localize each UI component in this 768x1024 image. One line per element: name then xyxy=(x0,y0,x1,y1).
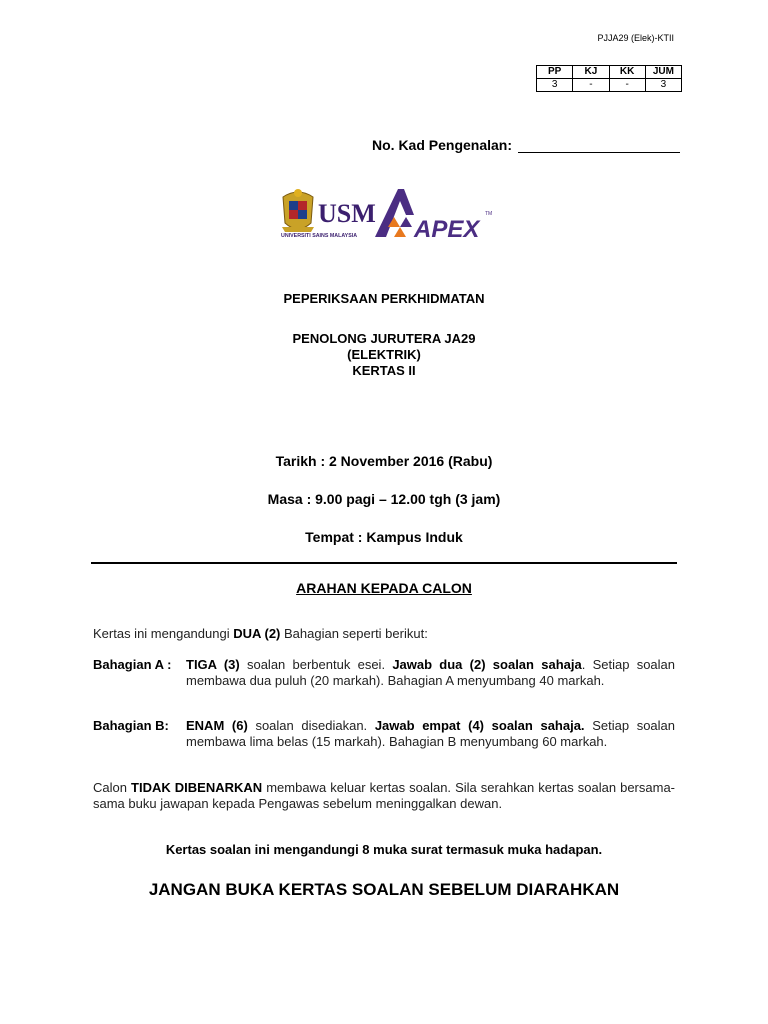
crest-icon xyxy=(282,189,314,232)
section-a-text xyxy=(186,657,675,689)
marks-value-cell: - xyxy=(573,79,609,92)
rules-text: Calon xyxy=(93,780,132,795)
section-a-text2: . Setiap soalan membawa dua puluh (20 markah). Bahagian A menyumbang 40 markah. xyxy=(186,657,675,688)
document-code: PJJA29 (Elek)-KTII xyxy=(597,33,674,43)
section-a-instruction: Jawab dua (2) soalan sahaja xyxy=(392,657,582,672)
marks-value-cell: 3 xyxy=(537,79,573,92)
section-a xyxy=(93,657,675,705)
apex-trademark: TM xyxy=(485,211,493,217)
usm-logo-text: USM xyxy=(318,199,376,228)
marks-header-cell: KJ xyxy=(573,66,609,79)
exam-subtitle xyxy=(0,331,768,379)
section-b-text xyxy=(186,718,675,750)
marks-header-cell: KK xyxy=(609,66,645,79)
apex-logo-icon xyxy=(375,189,414,237)
marks-value-cell: - xyxy=(609,79,645,92)
section-b-text1: soalan disediakan. xyxy=(247,718,375,733)
paper-title: KERTAS II xyxy=(352,363,416,378)
instructions-intro xyxy=(93,626,675,642)
marks-header-cell: JUM xyxy=(645,66,681,79)
id-number-label: No. Kad Pengenalan: xyxy=(372,137,513,153)
warning-note: JANGAN BUKA KERTAS SOALAN SEBELUM DIARAHKAN xyxy=(148,880,620,899)
marks-header-cell: PP xyxy=(537,66,573,79)
section-a-text1: soalan berbentuk esei. xyxy=(239,657,393,672)
field-title: (ELEKTRIK) xyxy=(347,347,421,362)
section-a-label: Bahagian A : xyxy=(93,657,172,672)
marks-table xyxy=(536,65,682,92)
usm-logo-subtitle: UNIVERSITI SAINS MALAYSIA xyxy=(281,233,358,239)
section-b-instruction: Jawab empat (4) soalan sahaja. xyxy=(374,718,585,733)
intro-text-end: Bahagian seperti berikut: xyxy=(280,626,428,641)
logos xyxy=(280,185,500,241)
marks-table-row xyxy=(537,79,682,92)
section-b xyxy=(93,718,675,766)
rules-text-end: membawa keluar kertas soalan. Sila serahkan kertas soalan bersama-sama buku jawapan kepada Pengawas sebelum meninggalkan dewan. xyxy=(93,780,676,811)
apex-logo-text: APEX xyxy=(414,216,480,241)
section-b-text2: Setiap soalan membawa lima belas (15 markah). Bahagian B menyumbang 60 markah. xyxy=(186,718,676,749)
exam-place: Tempat : Kampus Induk xyxy=(305,529,463,545)
intro-bold: DUA (2) xyxy=(233,626,281,641)
section-a-count: TIGA (3) xyxy=(186,657,240,672)
marks-table-header xyxy=(537,66,682,79)
instructions-heading: ARAHAN KEPADA CALON xyxy=(296,580,472,596)
page-count-note: Kertas soalan ini mengandungi 8 muka surat termasuk muka hadapan. xyxy=(165,842,603,857)
id-number-field xyxy=(372,137,680,153)
intro-text: Kertas ini mengandungi xyxy=(93,626,234,641)
rules-bold: TIDAK DIBENARKAN xyxy=(131,780,263,795)
section-b-label: Bahagian B: xyxy=(93,718,169,733)
exam-time: Masa : 9.00 pagi – 12.00 tgh (3 jam) xyxy=(267,491,501,507)
candidate-rules xyxy=(93,780,675,812)
divider xyxy=(91,562,677,564)
exam-date: Tarikh : 2 November 2016 (Rabu) xyxy=(275,453,493,469)
section-b-count: ENAM (6) xyxy=(186,718,248,733)
position-title: PENOLONG JURUTERA JA29 xyxy=(292,331,476,346)
logo-graphic xyxy=(280,185,500,241)
marks-value-cell: 3 xyxy=(645,79,681,92)
id-number-blank-line xyxy=(518,139,680,153)
exam-title: PEPERIKSAAN PERKHIDMATAN xyxy=(283,291,485,306)
